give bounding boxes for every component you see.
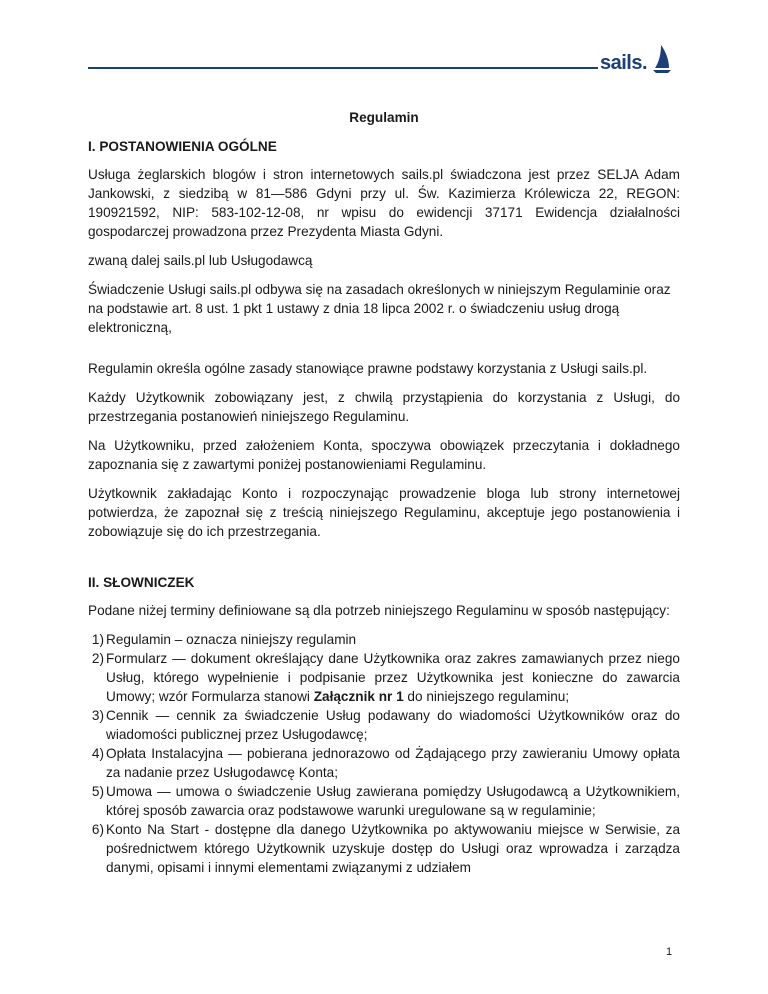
list-number: 4) — [91, 746, 104, 761]
paragraph-scope: Regulamin określa ogólne zasady stanowiące prawne podstawy korzystania z Usługi sails.pl. — [88, 361, 648, 376]
sail-icon — [652, 44, 672, 74]
list-item — [88, 782, 680, 820]
paragraph-obligation: Każdy Użytkownik zobowiązany jest, z chwilą przystąpienia do korzystania z Usługi, do przestrzegania postanowień niniejszego Regulaminu. — [88, 390, 680, 424]
attachment-reference: Załącznik nr 1 — [313, 689, 404, 704]
section-heading-glossary: II. SŁOWNICZEK — [88, 575, 195, 590]
list-item — [88, 744, 680, 782]
list-number: 5) — [91, 784, 104, 799]
list-text: do niniejszego regulaminu; — [403, 689, 570, 704]
glossary-list — [88, 630, 680, 877]
paragraph-glossary-intro: Podane niżej terminy definiowane są dla potrzeb niniejszego Regulaminu w sposób następujący: — [88, 603, 670, 618]
list-number: 2) — [91, 651, 104, 666]
list-item — [88, 706, 680, 744]
list-number: 6) — [91, 822, 104, 837]
list-number: 3) — [91, 708, 104, 723]
list-text: Umowa — umowa o świadczenie Usług zawierana pomiędzy Usługodawcą a Użytkownikiem, której sposób zawarcia oraz podstawowe warunki uregulowane są w regulaminie; — [106, 784, 680, 818]
header-rule — [88, 67, 598, 69]
list-text: Formularz — dokument określający dane Użytkownika oraz zakres zamawianych przez niego Usług, którego wypełnienie i podpisanie przez Użytkownika jest konieczne do zawarcia Umowy; wzór Formularza stanowi — [106, 651, 680, 704]
paragraph-called: zwaną dalej sails.pl lub Usługodawcą — [88, 253, 313, 268]
sails-logo — [600, 44, 680, 80]
logo-text: sails. — [600, 52, 648, 74]
paragraph-legal-basis: Świadczenie Usługi sails.pl odbywa się na zasadach określonych w niniejszym Regulaminie oraz na podstawie art. 8 ust. 1 pkt 1 ustawy z dnia 18 lipca 2002 r. o świadczeniu usług drogą elektroniczną, — [88, 282, 671, 335]
list-number: 1) — [91, 632, 104, 647]
list-text: Regulamin – oznacza niniejszy regulamin — [106, 632, 357, 647]
list-item — [88, 630, 680, 649]
document-title: Regulamin — [349, 110, 419, 125]
section-heading-general: I. POSTANOWIENIA OGÓLNE — [88, 139, 277, 154]
list-text: Cennik — cennik za świadczenie Usług podawany do wiadomości Użytkowników oraz do wiadomości publicznej przez Usługodawcę; — [106, 708, 680, 742]
paragraph-reading: Na Użytkowniku, przed założeniem Konta, spoczywa obowiązek przeczytania i dokładnego zapoznania się z zawartymi poniżej postanowieniami Regulaminu. — [88, 438, 680, 472]
list-text: Konto Na Start - dostępne dla danego Użytkownika po aktywowaniu miejsce w Serwisie, za pośrednictwem którego Użytkownik uzyskuje dostęp do Usługi oraz wprowadza i zarządza danymi, opisami i innymi elementami związanymi z udziałem — [106, 822, 680, 875]
document-page — [88, 108, 680, 877]
list-item — [88, 820, 680, 877]
list-text: Opłata Instalacyjna — pobierana jednorazowo od Żądającego przy zawieraniu Umowy opłata za nadanie przez Usługodawcę Konta; — [106, 746, 680, 780]
paragraph-acceptance: Użytkownik zakładając Konto i rozpoczynając prowadzenie bloga lub strony internetowej potwierdza, że zapoznał się z treścią niniejszego Regulaminu, akceptuje jego postanowienia i zobowiązuje się do ich przestrzegania. — [88, 486, 680, 539]
paragraph-provider: Usługa żeglarskich blogów i stron internetowych sails.pl świadczona jest przez SELJA Adam Jankowski, z siedzibą w 81—586 Gdyni przy ul. Św. Kazimierza Królewicza 22, REGON: 190921592, NIP: 583-102-12-08, nr wpisu do ewidencji 37171 Ewidencja działalności gospodarczej prowadzona przez Prezydenta Miasta Gdyni. — [88, 167, 680, 239]
page-number: 1 — [666, 946, 673, 958]
list-item — [88, 649, 680, 706]
